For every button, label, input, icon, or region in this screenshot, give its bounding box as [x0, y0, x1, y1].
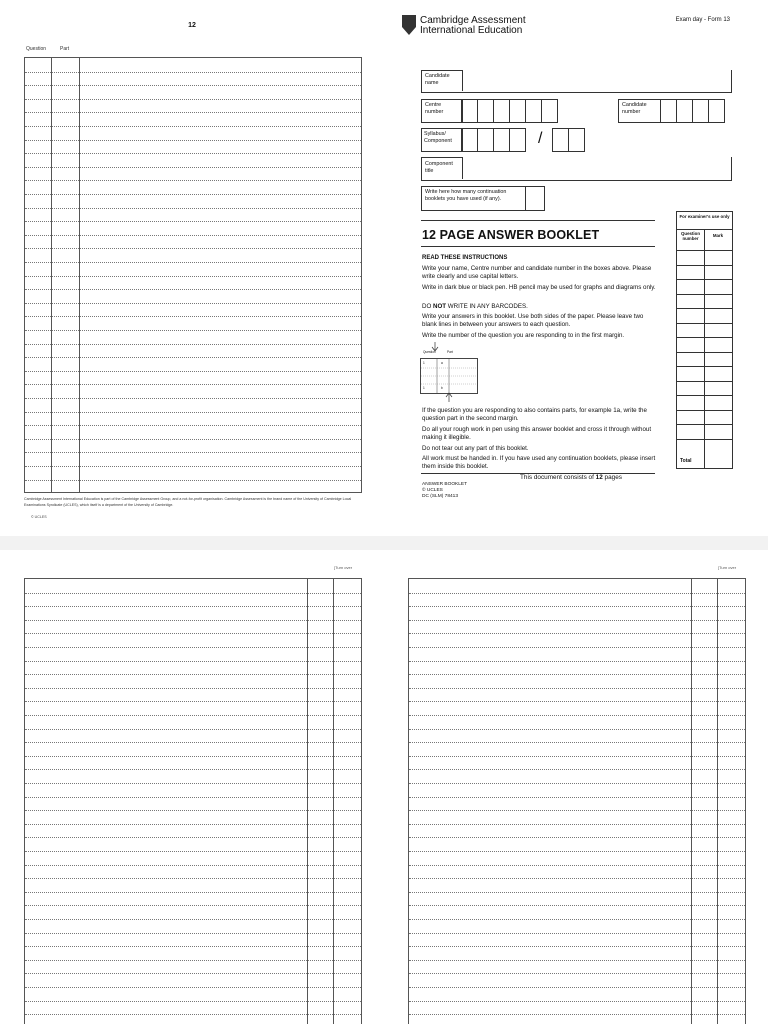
- ruled-line: [25, 973, 361, 974]
- title-rule-top: [421, 220, 655, 221]
- ruled-line: [25, 384, 361, 385]
- ruled-line: [25, 919, 361, 920]
- instruction-barcodes-suffix: WRITE IN ANY BARCODES.: [446, 303, 528, 310]
- examiner-question-col: Question number: [680, 231, 701, 241]
- ruled-line: [25, 946, 361, 947]
- margin-example-diagram: [420, 350, 480, 402]
- example-part-label: Part: [447, 350, 453, 354]
- ruled-line: [25, 606, 361, 607]
- example-row1-question: 1: [423, 361, 425, 365]
- examiner-total-label: Total: [680, 458, 692, 464]
- examiner-row-line: [677, 352, 732, 353]
- ruled-line: [25, 167, 361, 168]
- example-grid: [420, 358, 478, 394]
- instruction-4: Write the number of the question you are responding to in the first margin.: [422, 332, 625, 339]
- instruction-7: Do not tear out any part of this booklet.: [422, 445, 529, 452]
- ruled-line: [25, 289, 361, 290]
- examiner-mark-col: Mark: [712, 233, 724, 238]
- ruled-line: [25, 851, 361, 852]
- footnote: Cambridge Assessment International Education is part of the Cambridge Assessment Group, and a not-for-profit organisation. Cambridge Assessment is the brand name of the University of Cambridge Local Examinations Syndicate (UCLES), which itself is a department of the University of Cambridge.: [24, 497, 352, 507]
- example-question-label: Question: [423, 350, 436, 354]
- shield-icon: [402, 15, 416, 35]
- ruled-line: [409, 946, 745, 947]
- page-12: [0, 0, 384, 536]
- ruled-line: [25, 593, 361, 594]
- ruled-line: [409, 688, 745, 689]
- turn-over-label: [Turn over: [718, 565, 737, 570]
- examiner-row-line: [677, 395, 732, 396]
- examiner-row-line: [677, 265, 732, 266]
- page-count-prefix: This document consists of: [520, 474, 596, 481]
- ruled-line: [25, 221, 361, 222]
- continuation-label: Write here how many continuation booklets you have used (if any).: [425, 189, 507, 202]
- examiner-heading: For examiner's use only: [679, 214, 730, 219]
- component-field[interactable]: [552, 128, 585, 152]
- ruled-line: [25, 783, 361, 784]
- ruled-line: [25, 661, 361, 662]
- component-title-field[interactable]: [462, 157, 731, 179]
- example-row1-part: a: [441, 361, 443, 365]
- ruled-line: [409, 661, 745, 662]
- turn-over-label: [Turn over: [334, 565, 353, 570]
- instruction-5: If the question you are responding to also contains parts, for example 1a, write the question part in the second margin.: [422, 407, 647, 422]
- exam-day-label: Exam day - Form 13: [675, 17, 730, 23]
- instruction-3: Write your answers in this booklet. Use both sides of the paper. Please leave two blank lines in between your answers to each question.: [422, 313, 644, 328]
- page-count-note: [520, 474, 622, 481]
- ruled-line: [409, 987, 745, 988]
- ruled-line: [25, 248, 361, 249]
- syllabus-field[interactable]: [461, 128, 526, 152]
- ruled-line: [25, 1001, 361, 1002]
- ruled-line: [25, 180, 361, 181]
- continuation-count-field[interactable]: [525, 186, 545, 211]
- ruled-line: [25, 140, 361, 141]
- ruled-line: [25, 99, 361, 100]
- instruction-barcodes: [422, 303, 658, 311]
- ruled-line: [25, 865, 361, 866]
- examiner-row-line: [677, 410, 732, 411]
- examiner-row-line: [677, 381, 732, 382]
- ruled-line: [25, 960, 361, 961]
- ruled-line: [25, 480, 361, 481]
- answer-lines[interactable]: [408, 578, 746, 1024]
- examiner-row-line: [677, 337, 732, 338]
- ruled-line: [25, 194, 361, 195]
- instruction-8: All work must be handed in. If you have used any continuation booklets, please insert them inside this booklet.: [422, 455, 656, 470]
- instructions-heading: READ THESE INSTRUCTIONS: [422, 255, 508, 261]
- syllabus-slash: /: [538, 130, 543, 147]
- ruled-line: [409, 878, 745, 879]
- syllabus-label: Syllabus/ Component: [424, 131, 452, 144]
- candidate-number-label: Candidate number: [622, 102, 647, 115]
- ruled-line: [25, 466, 361, 467]
- example-row2-question: 1: [423, 386, 425, 390]
- ruled-line: [25, 371, 361, 372]
- example-row2-part: b: [441, 386, 443, 390]
- lined-page-left: [0, 550, 384, 1024]
- lined-page-right: [384, 550, 768, 1024]
- ruled-line: [25, 674, 361, 675]
- title-rule-bottom: [421, 246, 655, 247]
- examiner-table: [676, 211, 733, 469]
- ruled-line: [25, 837, 361, 838]
- ruled-line: [409, 756, 745, 757]
- ruled-line: [25, 72, 361, 73]
- ruled-line: [25, 769, 361, 770]
- ruled-line: [25, 330, 361, 331]
- instruction-barcodes-not: NOT: [433, 303, 447, 310]
- booklet-title: 12 PAGE ANSWER BOOKLET: [422, 228, 600, 242]
- ruled-line: [409, 892, 745, 893]
- examiner-row-line: [677, 250, 732, 251]
- ruled-line: [25, 452, 361, 453]
- ruled-line: [25, 344, 361, 345]
- ruled-line: [25, 701, 361, 702]
- cambridge-logo: [402, 15, 526, 39]
- ruled-line: [25, 303, 361, 304]
- ruled-line: [409, 905, 745, 906]
- page-count-suffix: pages: [602, 474, 622, 481]
- ruled-line: [25, 810, 361, 811]
- logo-line-2: International Education: [420, 25, 523, 36]
- ruled-line: [409, 620, 745, 621]
- footer-line-1: ANSWER BOOKLET: [422, 482, 468, 487]
- ruled-line: [409, 919, 745, 920]
- ruled-line: [409, 851, 745, 852]
- question-column-header: Question: [26, 46, 47, 52]
- ruled-line: [25, 620, 361, 621]
- ruled-line: [25, 208, 361, 209]
- ruled-line: [409, 865, 745, 866]
- ruled-line: [409, 810, 745, 811]
- ruled-line: [25, 262, 361, 263]
- ruled-line: [25, 276, 361, 277]
- answer-lines[interactable]: [24, 578, 362, 1024]
- ruled-line: [25, 647, 361, 648]
- ruled-line: [25, 715, 361, 716]
- ruled-line: [409, 797, 745, 798]
- ruled-line: [25, 357, 361, 358]
- booklet-footer: [422, 482, 467, 500]
- ruled-line: [409, 647, 745, 648]
- ruled-line: [25, 729, 361, 730]
- ruled-line: [409, 1001, 745, 1002]
- answer-grid[interactable]: [24, 57, 362, 493]
- ruled-line: [409, 633, 745, 634]
- ruled-line: [409, 701, 745, 702]
- ruled-line: [25, 1014, 361, 1015]
- ruled-line: [25, 933, 361, 934]
- arrow-down-icon: [430, 342, 440, 352]
- candidate-number-field[interactable]: [660, 99, 725, 123]
- footer-line-3: DC (SLM) 78413: [422, 494, 458, 499]
- ruled-line: [409, 960, 745, 961]
- instruction-6: Do all your rough work in pen using this answer booklet and cross it through without making it illegible.: [422, 426, 652, 441]
- examiner-row-line: [677, 279, 732, 280]
- component-title-label: Component title: [425, 161, 453, 174]
- centre-number-label: Centre number: [425, 102, 444, 115]
- ruled-line: [25, 905, 361, 906]
- examiner-row-line: [677, 424, 732, 425]
- ruled-line: [409, 824, 745, 825]
- logo-line-1: Cambridge Assessment: [420, 15, 526, 26]
- footer-line-2: © UCLES: [422, 488, 443, 493]
- ruled-line: [409, 729, 745, 730]
- ruled-line: [25, 688, 361, 689]
- ruled-line: [25, 742, 361, 743]
- ruled-line: [409, 973, 745, 974]
- ruled-line: [409, 933, 745, 934]
- instruction-1: Write your name, Centre number and candidate number in the boxes above. Please write clearly and use capital letters.: [422, 265, 652, 280]
- ruled-line: [25, 878, 361, 879]
- ruled-line: [409, 674, 745, 675]
- ruled-line: [25, 633, 361, 634]
- ruled-line: [25, 398, 361, 399]
- ruled-line: [409, 837, 745, 838]
- ruled-line: [409, 783, 745, 784]
- examiner-row-line: [677, 366, 732, 367]
- ruled-line: [25, 235, 361, 236]
- ruled-line: [409, 606, 745, 607]
- page-count-value: 12: [595, 474, 603, 481]
- ruled-line: [25, 425, 361, 426]
- instruction-2: Write in dark blue or black pen. HB pencil may be used for graphs and diagrams only.: [422, 284, 656, 291]
- ruled-line: [25, 85, 361, 86]
- ruled-line: [25, 112, 361, 113]
- ruled-line: [409, 1014, 745, 1015]
- ruled-line: [25, 824, 361, 825]
- arrow-up-icon: [444, 392, 454, 402]
- examiner-row-line: [677, 294, 732, 295]
- ruled-line: [25, 797, 361, 798]
- ruled-line: [25, 153, 361, 154]
- ruled-line: [25, 316, 361, 317]
- examiner-row-line: [677, 308, 732, 309]
- instruction-barcodes-prefix: DO: [422, 303, 434, 310]
- page-number: 12: [188, 22, 196, 29]
- ruled-line: [409, 742, 745, 743]
- ruled-line: [25, 892, 361, 893]
- centre-number-field[interactable]: [461, 99, 558, 123]
- part-column-header: Part: [60, 46, 70, 52]
- ruled-line: [25, 756, 361, 757]
- examiner-row-line: [677, 323, 732, 324]
- candidate-name-label: Candidate name: [425, 73, 450, 86]
- ruled-line: [25, 126, 361, 127]
- ruled-line: [409, 715, 745, 716]
- ruled-line: [409, 593, 745, 594]
- ruled-line: [25, 987, 361, 988]
- candidate-name-field[interactable]: [462, 70, 731, 91]
- ucles-code: © UCLES: [31, 515, 47, 519]
- ruled-line: [25, 439, 361, 440]
- examiner-row-line: [677, 439, 732, 440]
- ruled-line: [25, 412, 361, 413]
- ruled-line: [409, 769, 745, 770]
